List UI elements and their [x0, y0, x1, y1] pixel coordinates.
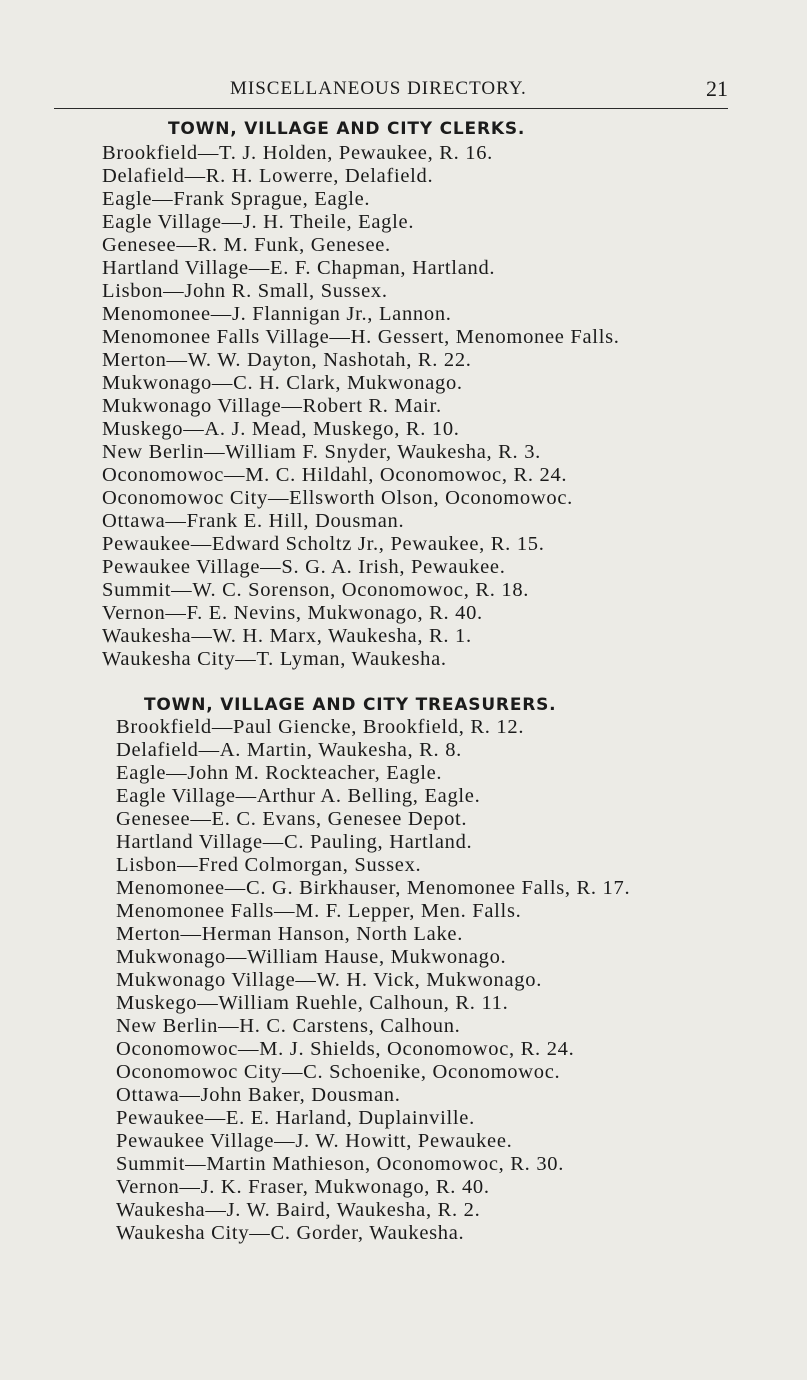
directory-entry: Summit—Martin Mathieson, Oconomowoc, R. 30. — [116, 1153, 565, 1175]
directory-entry: Genesee—R. M. Funk, Genesee. — [102, 234, 391, 256]
directory-entry: Oconomowoc—M. J. Shields, Oconomowoc, R. 24. — [116, 1038, 575, 1060]
directory-entry: Oconomowoc City—Ellsworth Olson, Oconomowoc. — [102, 487, 573, 509]
running-header — [54, 78, 728, 109]
directory-entry: Mukwonago—C. H. Clark, Mukwonago. — [102, 372, 463, 394]
page-number: 21 — [706, 76, 728, 101]
directory-entry: Pewaukee Village—J. W. Howitt, Pewaukee. — [116, 1130, 513, 1152]
directory-entry: Menomonee Falls Village—H. Gessert, Menomonee Falls. — [102, 326, 620, 348]
directory-entry: Mukwonago Village—W. H. Vick, Mukwonago. — [116, 969, 543, 991]
directory-entry: Merton—Herman Hanson, North Lake. — [116, 923, 464, 945]
directory-entry: Pewaukee—E. E. Harland, Duplainville. — [116, 1107, 475, 1129]
directory-entry: Waukesha City—C. Gorder, Waukesha. — [116, 1222, 465, 1244]
directory-entry: Ottawa—John Baker, Dousman. — [116, 1084, 401, 1106]
directory-entry: Brookfield—Paul Giencke, Brookfield, R. 12. — [116, 716, 525, 738]
directory-entry: Waukesha—J. W. Baird, Waukesha, R. 2. — [116, 1199, 481, 1221]
directory-entry: Summit—W. C. Sorenson, Oconomowoc, R. 18. — [102, 579, 530, 601]
directory-entry: Muskego—William Ruehle, Calhoun, R. 11. — [116, 992, 509, 1014]
directory-entry: Brookfield—T. J. Holden, Pewaukee, R. 16. — [102, 142, 493, 164]
directory-entry: Muskego—A. J. Mead, Muskego, R. 10. — [102, 418, 460, 440]
directory-entry: Genesee—E. C. Evans, Genesee Depot. — [116, 808, 468, 830]
directory-entry: New Berlin—William F. Snyder, Waukesha, R. 3. — [102, 441, 541, 463]
treasurers-heading: TOWN, VILLAGE AND CITY TREASURERS. — [144, 695, 557, 715]
directory-entry: Delafield—A. Martin, Waukesha, R. 8. — [116, 739, 462, 761]
directory-entry: Pewaukee Village—S. G. A. Irish, Pewaukee. — [102, 556, 506, 578]
directory-entry: Pewaukee—Edward Scholtz Jr., Pewaukee, R. 15. — [102, 533, 545, 555]
directory-entry: Eagle Village—Arthur A. Belling, Eagle. — [116, 785, 481, 807]
directory-entry: Ottawa—Frank E. Hill, Dousman. — [102, 510, 405, 532]
directory-entry: Menomonee—C. G. Birkhauser, Menomonee Falls, R. 17. — [116, 877, 631, 899]
directory-entry: Lisbon—John R. Small, Sussex. — [102, 280, 388, 302]
directory-entry: Menomonee Falls—M. F. Lepper, Men. Falls. — [116, 900, 522, 922]
directory-entry: Mukwonago—William Hause, Mukwonago. — [116, 946, 507, 968]
running-title: MISCELLANEOUS DIRECTORY. — [230, 78, 527, 99]
directory-entry: New Berlin—H. C. Carstens, Calhoun. — [116, 1015, 461, 1037]
directory-entry: Delafield—R. H. Lowerre, Delafield. — [102, 165, 434, 187]
directory-entry: Vernon—F. E. Nevins, Mukwonago, R. 40. — [102, 602, 483, 624]
clerks-list — [102, 142, 620, 671]
clerks-heading: TOWN, VILLAGE AND CITY CLERKS. — [168, 119, 526, 139]
directory-entry: Eagle Village—J. H. Theile, Eagle. — [102, 211, 415, 233]
directory-entry: Eagle—Frank Sprague, Eagle. — [102, 188, 371, 210]
directory-entry: Menomonee—J. Flannigan Jr., Lannon. — [102, 303, 452, 325]
directory-entry: Eagle—John M. Rockteacher, Eagle. — [116, 762, 443, 784]
directory-entry: Waukesha City—T. Lyman, Waukesha. — [102, 648, 447, 670]
directory-entry: Lisbon—Fred Colmorgan, Sussex. — [116, 854, 422, 876]
directory-entry: Hartland Village—C. Pauling, Hartland. — [116, 831, 473, 853]
directory-entry: Hartland Village—E. F. Chapman, Hartland. — [102, 257, 496, 279]
directory-entry: Waukesha—W. H. Marx, Waukesha, R. 1. — [102, 625, 472, 647]
treasurers-list — [116, 716, 630, 1245]
directory-entry: Oconomowoc City—C. Schoenike, Oconomowoc. — [116, 1061, 561, 1083]
directory-entry: Vernon—J. K. Fraser, Mukwonago, R. 40. — [116, 1176, 490, 1198]
directory-entry: Mukwonago Village—Robert R. Mair. — [102, 395, 442, 417]
directory-entry: Oconomowoc—M. C. Hildahl, Oconomowoc, R. 24. — [102, 464, 568, 486]
directory-entry: Merton—W. W. Dayton, Nashotah, R. 22. — [102, 349, 472, 371]
